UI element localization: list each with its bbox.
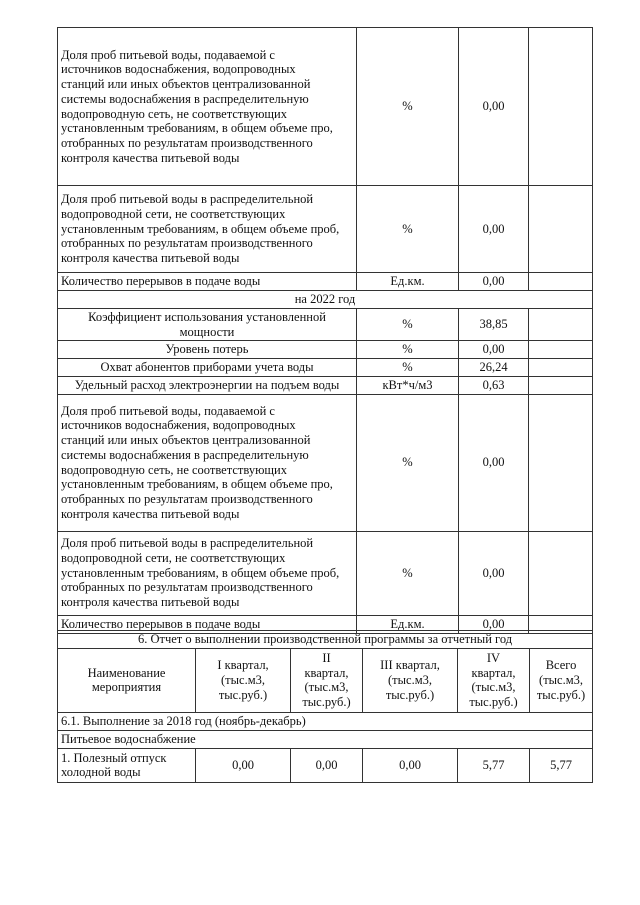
table-row xyxy=(58,186,593,273)
indicator-value: 0,00 xyxy=(459,186,529,273)
indicator-name: Уровень потерь xyxy=(58,341,357,359)
indicator-extra xyxy=(529,273,593,291)
indicator-value: 0,00 xyxy=(459,531,529,615)
indicator-name: Удельный расход электроэнергии на подъем воды xyxy=(58,376,357,394)
indicator-unit: % xyxy=(357,186,459,273)
indicator-name: Доля проб питьевой воды, подаваемой с источников водоснабжения, водопроводных станций или иных объектов централизованной системы водоснабжения в распределительную водопроводную сеть, не соответствующих установленным требованиям, в общем объеме про, отобранных по результатам производственного контроля качества питьевой воды xyxy=(58,28,357,186)
indicator-unit: кВт*ч/м3 xyxy=(357,376,459,394)
indicator-unit: % xyxy=(357,28,459,186)
indicator-value: 0,00 xyxy=(459,28,529,186)
indicator-value: 0,00 xyxy=(459,615,529,633)
indicator-extra xyxy=(529,28,593,186)
report-row-q4: 5,77 xyxy=(458,748,530,782)
indicator-value: 0,00 xyxy=(459,273,529,291)
table-row xyxy=(58,359,593,377)
table-row xyxy=(58,308,593,341)
report-row-name: 1. Полезный отпуск холодной воды xyxy=(58,748,196,782)
report-row-q3: 0,00 xyxy=(363,748,458,782)
year-header: на 2022 год xyxy=(58,291,593,309)
indicator-value: 0,00 xyxy=(459,341,529,359)
section-title: 6.1. Выполнение за 2018 год (ноябрь-декабрь) xyxy=(58,712,593,730)
report-title: 6. Отчет о выполнении производственной программы за отчетный год xyxy=(58,631,593,649)
subsection-row xyxy=(58,730,593,748)
table-row xyxy=(58,273,593,291)
col-header-q4: IV квартал, (тыс.м3, тыс.руб.) xyxy=(458,648,530,712)
section-row xyxy=(58,712,593,730)
col-header-name: Наименование мероприятия xyxy=(58,648,196,712)
table-row xyxy=(58,748,593,782)
indicator-extra xyxy=(529,308,593,341)
table-row xyxy=(58,341,593,359)
indicator-unit: % xyxy=(357,394,459,531)
table-row xyxy=(58,394,593,531)
indicator-value: 38,85 xyxy=(459,308,529,341)
indicator-name: Охват абонентов приборами учета воды xyxy=(58,359,357,377)
indicator-unit: % xyxy=(357,341,459,359)
report-table xyxy=(57,630,593,783)
indicator-name: Доля проб питьевой воды, подаваемой с источников водоснабжения, водопроводных станций или иных объектов централизованной системы водоснабжения в распределительную водопроводную сеть, не соответствующих установленным требованиям, в общем объеме про, отобранных по результатам производственного контроля качества питьевой воды xyxy=(58,394,357,531)
indicator-value: 26,24 xyxy=(459,359,529,377)
indicator-extra xyxy=(529,341,593,359)
indicator-name: Коэффициент использования установленной мощности xyxy=(58,308,357,341)
indicator-name: Количество перерывов в подаче воды xyxy=(58,615,357,633)
indicator-value: 0,63 xyxy=(459,376,529,394)
indicator-name: Доля проб питьевой воды в распределительной водопроводной сети, не соответствующих установленным требованиям, в общем объеме проб, отобранных по результатам производственного контроля качества питьевой воды xyxy=(58,186,357,273)
indicator-value: 0,00 xyxy=(459,394,529,531)
indicators-table xyxy=(57,27,593,634)
subsection-title: Питьевое водоснабжение xyxy=(58,730,593,748)
col-header-q2: II квартал, (тыс.м3, тыс.руб.) xyxy=(291,648,363,712)
indicator-extra xyxy=(529,376,593,394)
table-row xyxy=(58,28,593,186)
indicator-extra xyxy=(529,531,593,615)
indicator-unit: % xyxy=(357,359,459,377)
indicator-extra xyxy=(529,186,593,273)
indicator-unit: % xyxy=(357,308,459,341)
indicator-unit: Ед.км. xyxy=(357,273,459,291)
indicator-extra xyxy=(529,394,593,531)
col-header-q1: I квартал, (тыс.м3, тыс.руб.) xyxy=(196,648,291,712)
report-row-q2: 0,00 xyxy=(291,748,363,782)
report-header-row xyxy=(58,648,593,712)
indicator-unit: Ед.км. xyxy=(357,615,459,633)
report-title-row xyxy=(58,631,593,649)
table-row xyxy=(58,376,593,394)
indicator-unit: % xyxy=(357,531,459,615)
indicator-name: Доля проб питьевой воды в распределительной водопроводной сети, не соответствующих установленным требованиям, в общем объеме проб, отобранных по результатам производственного контроля качества питьевой воды xyxy=(58,531,357,615)
col-header-total: Всего (тыс.м3, тыс.руб.) xyxy=(530,648,593,712)
table-row xyxy=(58,531,593,615)
year-header-row xyxy=(58,291,593,309)
indicator-name: Количество перерывов в подаче воды xyxy=(58,273,357,291)
report-row-total: 5,77 xyxy=(530,748,593,782)
report-row-q1: 0,00 xyxy=(196,748,291,782)
indicator-extra xyxy=(529,359,593,377)
col-header-q3: III квартал, (тыс.м3, тыс.руб.) xyxy=(363,648,458,712)
